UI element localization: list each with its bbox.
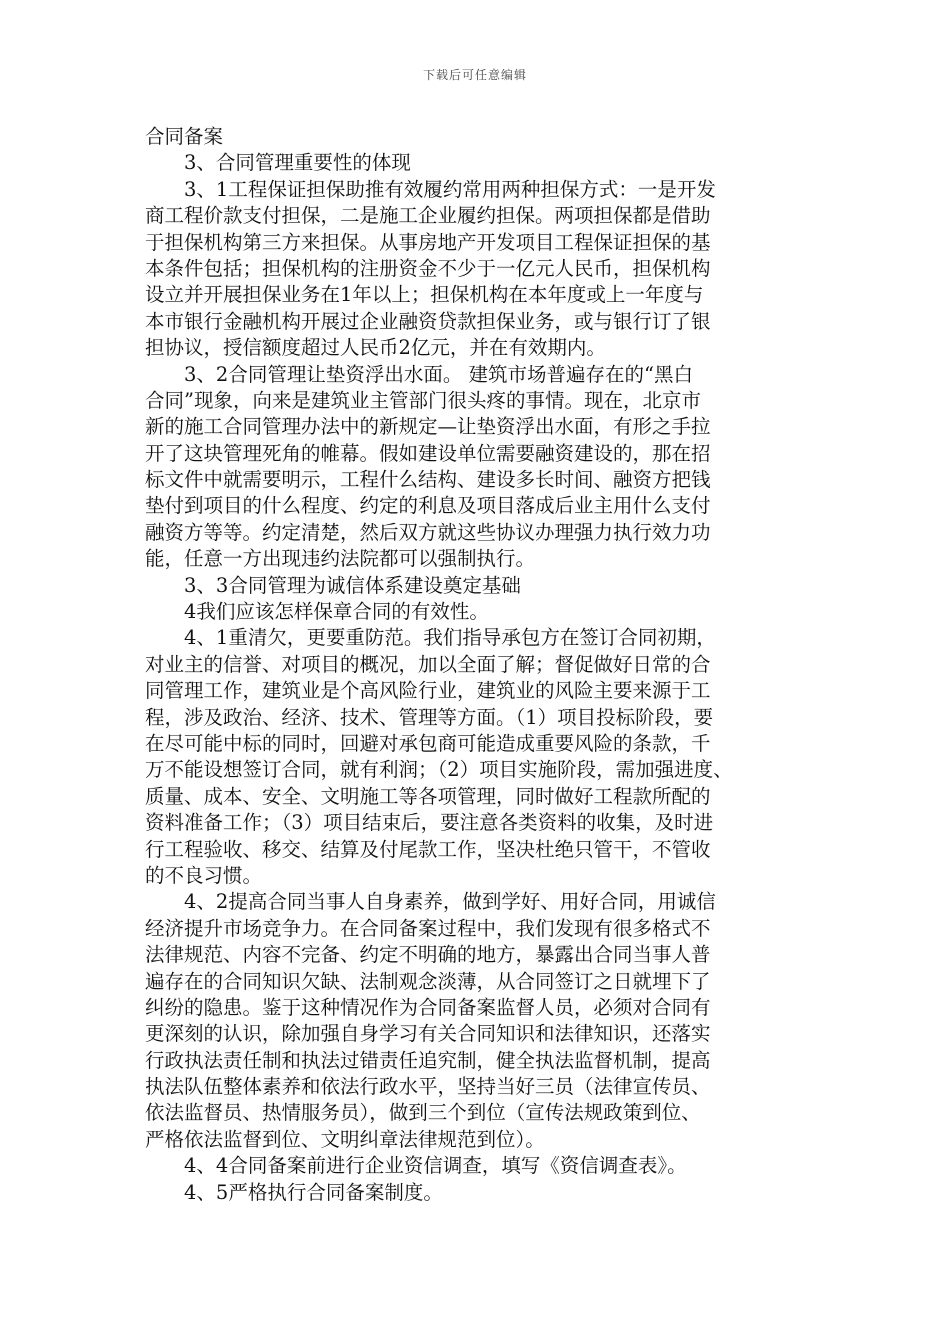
text-line: 纠纷的隐患。鉴于这种情况作为合同备案监督人员，必须对合同有 xyxy=(145,995,711,1019)
text-line: 设立并开展担保业务在1年以上；担保机构在本年度或上一年度与 xyxy=(145,283,704,307)
text-line: 标文件中就需要明示，工程什么结构、建设多长时间、融资方把钱 xyxy=(145,468,711,492)
text-line: 程，涉及政治、经济、技术、管理等方面。（1）项目投标阶段，要 xyxy=(145,705,714,729)
text-line: 垫付到项目的什么程度、约定的利息及项目落成后业主用什么支付 xyxy=(145,494,711,518)
text-line: 4、2提高合同当事人自身素养，做到学好、用好合同，用诚信 xyxy=(184,890,716,914)
text-line: 在尽可能中标的同时，回避对承包商可能造成重要风险的条款，千 xyxy=(145,731,711,755)
text-line: 新的施工合同管理办法中的新规定—让垫资浮出水面，有形之手拉 xyxy=(145,415,711,439)
text-line: 于担保机构第三方来担保。从事房地产开发项目工程保证担保的基 xyxy=(145,230,711,254)
text-line: 同管理工作，建筑业是个高风险行业，建筑业的风险主要来源于工 xyxy=(145,679,711,703)
text-line: 3、合同管理重要性的体现 xyxy=(184,151,411,175)
text-line: 合同”现象，向来是建筑业主管部门很头疼的事情。现在，北京市 xyxy=(145,388,701,412)
page-header: 下载后可任意编辑 xyxy=(422,68,527,82)
text-line: 开了这块管理死角的帷幕。假如建设单位需要融资建设的，那在招 xyxy=(145,441,711,465)
text-line: 执法队伍整体素养和依法行政水平，坚持当好三员（法律宣传员、 xyxy=(145,1075,711,1099)
text-line: 4、4合同备案前进行企业资信调查，填写《资信调查表》。 xyxy=(184,1154,687,1178)
text-line: 行工程验收、移交、结算及付尾款工作，坚决杜绝只管干，不管收 xyxy=(145,837,711,861)
text-line: 法律规范、内容不完备、约定不明确的地方，暴露出合同当事人普 xyxy=(145,943,711,967)
document-body xyxy=(145,124,820,1206)
text-line: 的不良习惯。 xyxy=(145,863,263,887)
text-line: 合同备案 xyxy=(145,125,224,148)
text-line: 万不能设想签订合同，就有利润；（2）项目实施阶段，需加强进度、 xyxy=(145,758,733,782)
text-line: 能，任意一方出现违约法院都可以强制执行。 xyxy=(145,547,536,571)
text-line: 4我们应该怎样保章合同的有效性。 xyxy=(184,600,489,624)
text-line: 质量、成本、安全、文明施工等各项管理，同时做好工程款所配的 xyxy=(145,784,711,808)
text-line: 4、1重清欠，更要重防范。我们指导承包方在签订合同初期， xyxy=(184,626,716,650)
text-line: 商工程价款支付担保，二是施工企业履约担保。两项担保都是借助 xyxy=(145,204,711,228)
text-line: 3、1工程保证担保助推有效履约常用两种担保方式：一是开发 xyxy=(184,177,716,201)
text-line: 3、2合同管理让垫资浮出水面。 建筑市场普遍存在的“黑白 xyxy=(184,362,693,386)
text-line: 融资方等等。约定清楚，然后双方就这些协议办理强力执行效力功 xyxy=(145,520,711,544)
text-line: 遍存在的合同知识欠缺、法制观念淡薄，从合同签订之日就埋下了 xyxy=(145,969,711,993)
text-line: 资料准备工作；（3）项目结束后，要注意各类资料的收集，及时进 xyxy=(145,811,714,835)
text-line: 3、3合同管理为诚信体系建设奠定基础 xyxy=(184,573,521,597)
text-line: 严格依法监督到位、文明纠章法律规范到位）。 xyxy=(145,1127,545,1151)
text-line: 经济提升市场竞争力。在合同备案过程中，我们发现有很多格式不 xyxy=(145,916,711,940)
text-line: 4、5严格执行合同备案制度。 xyxy=(184,1180,443,1204)
text-line: 依法监督员、热情服务员），做到三个到位（宣传法规政策到位、 xyxy=(145,1101,701,1125)
text-line: 本条件包括；担保机构的注册资金不少于一亿元人民币，担保机构 xyxy=(145,256,711,280)
text-line: 行政执法责任制和执法过错责任追究制，健全执法监督机制，提高 xyxy=(145,1048,711,1072)
text-line: 担协议，授信额度超过人民币2亿元，并在有效期内。 xyxy=(145,336,606,360)
text-line: 本市银行金融机构开展过企业融资贷款担保业务，或与银行订了银 xyxy=(145,309,711,333)
text-line: 更深刻的认识，除加强自身学习有关合同知识和法律知识，还落实 xyxy=(145,1022,711,1046)
text-line: 对业主的信誉、对项目的概况，加以全面了解；督促做好日常的合 xyxy=(145,652,711,676)
